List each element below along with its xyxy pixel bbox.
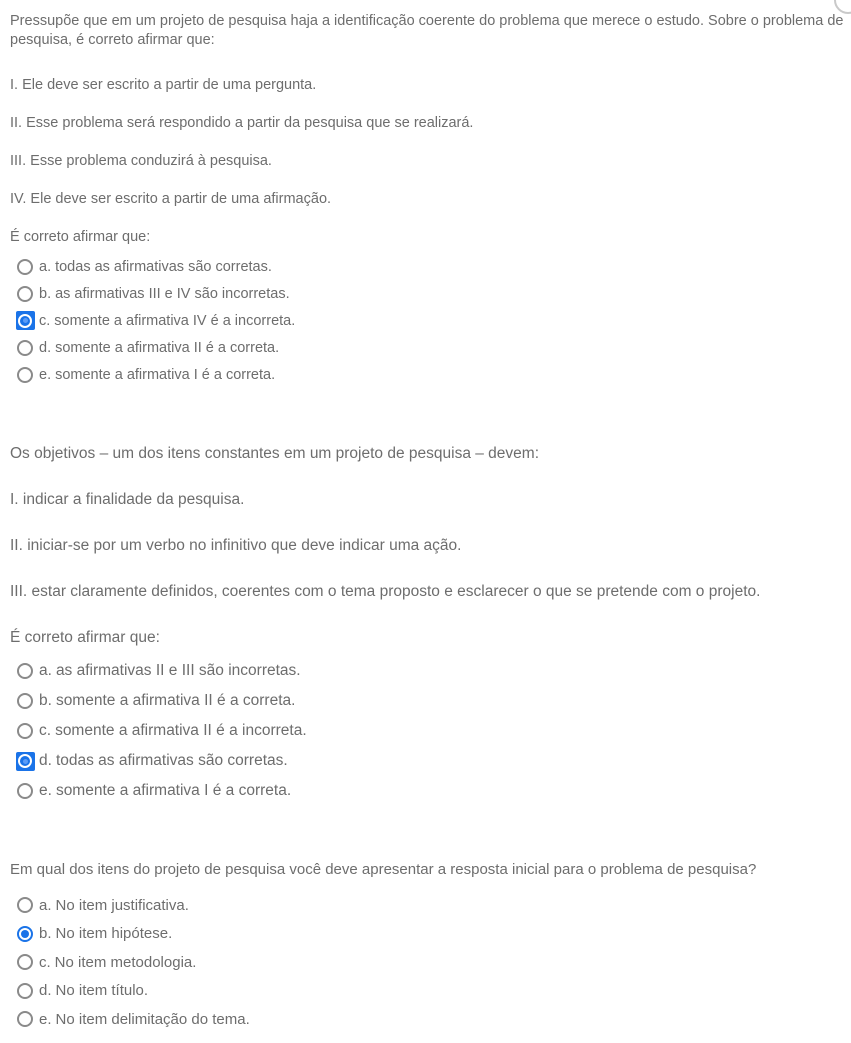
statement-item: I. Ele deve ser escrito a partir de uma pergunta. <box>10 77 317 93</box>
option-letter: d. <box>39 752 52 769</box>
question-prompt: É correto afirmar que: <box>10 229 151 245</box>
radio-button[interactable] <box>17 259 33 275</box>
answer-option-d[interactable] <box>10 977 851 1006</box>
option-text: todas as afirmativas são corretas. <box>55 752 288 769</box>
answer-option-a[interactable] <box>10 891 851 920</box>
answer-option-c[interactable] <box>10 948 851 977</box>
answer-option-e[interactable] <box>10 361 851 388</box>
radio-button[interactable] <box>17 954 33 970</box>
option-text: No item hipótese. <box>55 925 173 943</box>
statement-item: III. estar claramente definidos, coerentes com o tema proposto e esclarecer o que se pretende com o projeto. <box>10 583 761 600</box>
question-statement: Em qual dos itens do projeto de pesquisa você deve apresentar a resposta inicial para o problema de pesquisa? <box>10 861 757 878</box>
option-letter: b. <box>39 692 52 709</box>
radio-button[interactable] <box>17 340 33 356</box>
radio-button[interactable] <box>17 1011 33 1027</box>
answer-option-d[interactable] <box>10 746 851 776</box>
question-2 <box>0 444 851 806</box>
option-text: No item metodologia. <box>54 953 197 971</box>
question-3 <box>0 860 851 1034</box>
option-letter: d. <box>39 339 52 356</box>
answer-option-c[interactable] <box>10 716 851 746</box>
answer-options <box>10 891 851 1034</box>
statement-item: III. Esse problema conduzirá à pesquisa. <box>10 153 272 169</box>
radio-button[interactable] <box>17 663 33 679</box>
option-letter: e. <box>39 782 52 799</box>
option-letter: e. <box>39 1010 52 1028</box>
answer-option-c[interactable] <box>10 307 851 334</box>
option-text: No item justificativa. <box>55 896 189 914</box>
question-1 <box>0 0 851 388</box>
option-text: todas as afirmativas são corretas. <box>55 258 272 275</box>
option-text: somente a afirmativa II é a incorreta. <box>55 722 307 739</box>
option-text: somente a afirmativa II é a correta. <box>55 692 296 709</box>
answer-option-a[interactable] <box>10 253 851 280</box>
question-prompt: É correto afirmar que: <box>10 629 160 646</box>
option-letter: c. <box>39 953 51 971</box>
option-text: as afirmativas II e III são incorretas. <box>55 662 301 679</box>
answer-options <box>10 253 851 388</box>
radio-button[interactable] <box>17 897 33 913</box>
answer-option-b[interactable] <box>10 920 851 949</box>
option-letter: b. <box>39 285 52 302</box>
answer-option-e[interactable] <box>10 776 851 806</box>
option-text: No item delimitação do tema. <box>55 1010 250 1028</box>
statement-item: II. Esse problema será respondido a partir da pesquisa que se realizará. <box>10 115 474 131</box>
option-letter: a. <box>39 896 52 914</box>
option-letter: e. <box>39 366 52 383</box>
question-statement: Os objetivos – um dos itens constantes em um projeto de pesquisa – devem: <box>10 445 540 462</box>
answer-option-a[interactable] <box>10 656 851 686</box>
radio-button[interactable] <box>17 693 33 709</box>
option-letter: c. <box>39 722 52 739</box>
option-text: somente a afirmativa I é a correta. <box>55 366 276 383</box>
option-letter: a. <box>39 662 52 679</box>
answer-option-d[interactable] <box>10 334 851 361</box>
radio-button[interactable] <box>17 783 33 799</box>
answer-option-e[interactable] <box>10 1005 851 1034</box>
option-text: somente a afirmativa IV é a incorreta. <box>54 312 296 329</box>
radio-button-selected[interactable] <box>16 311 35 330</box>
radio-button[interactable] <box>17 286 33 302</box>
option-text: somente a afirmativa I é a correta. <box>55 782 292 799</box>
answer-options <box>10 656 851 806</box>
option-letter: c. <box>39 312 51 329</box>
option-text: somente a afirmativa II é a correta. <box>55 339 280 356</box>
radio-button-selected[interactable] <box>16 752 35 771</box>
statement-item: IV. Ele deve ser escrito a partir de uma afirmação. <box>10 191 332 207</box>
answer-option-b[interactable] <box>10 686 851 716</box>
statement-item: I. indicar a finalidade da pesquisa. <box>10 491 245 508</box>
question-statement: Pressupõe que em um projeto de pesquisa haja a identificação coerente do problema que merece o estudo. Sobre o problema de pesquisa, é correto afirmar que: <box>10 13 844 48</box>
radio-button[interactable] <box>17 367 33 383</box>
option-letter: a. <box>39 258 52 275</box>
answer-option-b[interactable] <box>10 280 851 307</box>
radio-button[interactable] <box>17 983 33 999</box>
radio-button-selected[interactable] <box>17 926 33 942</box>
statement-item: II. iniciar-se por um verbo no infinitivo que deve indicar uma ação. <box>10 537 462 554</box>
option-text: No item título. <box>55 982 149 1000</box>
option-text: as afirmativas III e IV são incorretas. <box>55 285 290 302</box>
radio-button[interactable] <box>17 723 33 739</box>
option-letter: b. <box>39 925 52 943</box>
option-letter: d. <box>39 982 52 1000</box>
